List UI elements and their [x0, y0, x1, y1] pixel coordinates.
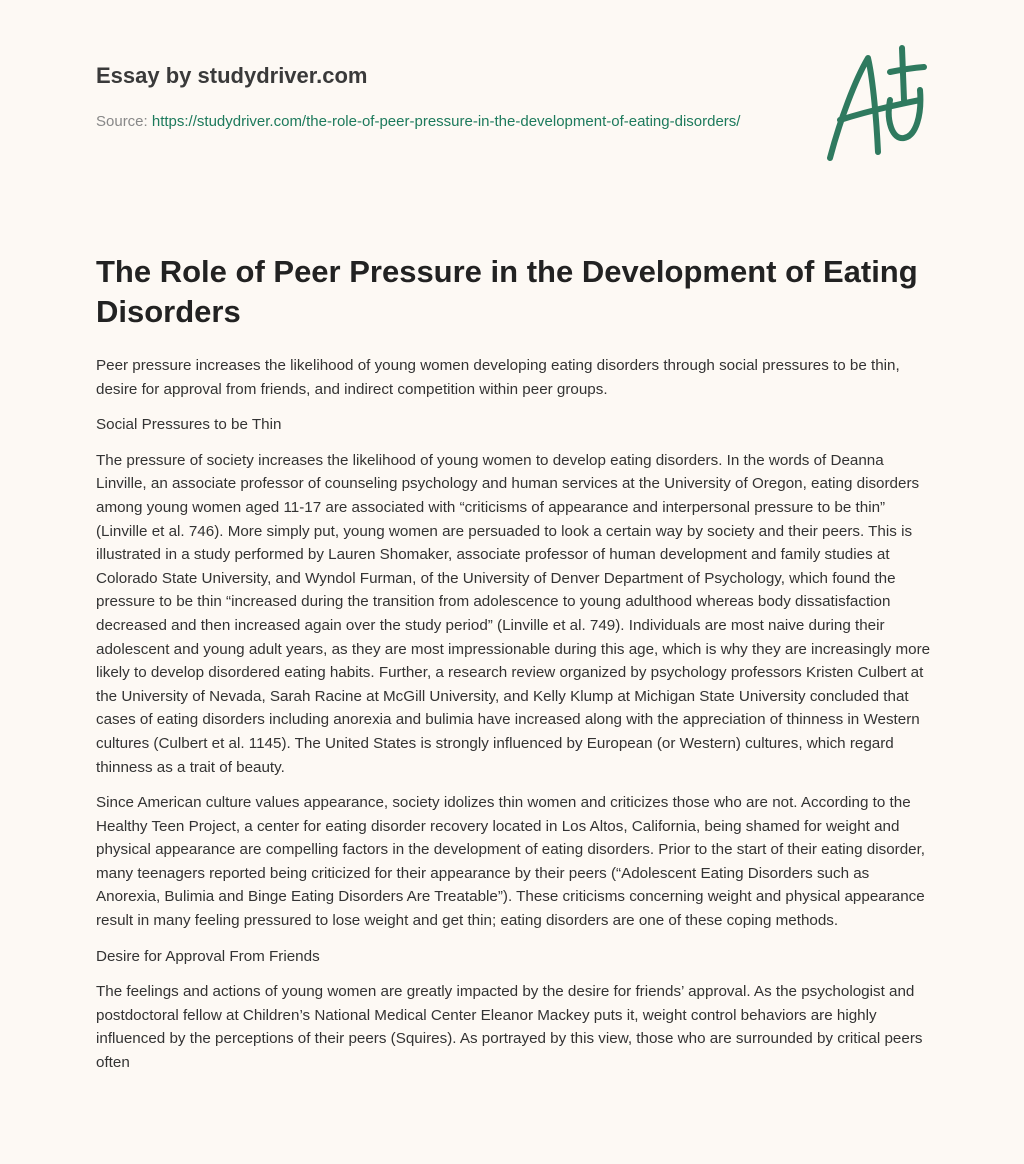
essay-body [96, 252, 934, 1087]
body-paragraph: Since American culture values appearance, society idolizes thin women and criticizes those who are not. According to the Healthy Teen Project, a center for eating disorder recovery located in Los Altos, California, being shamed for weight and physical appearance are compelling factors in the development of eating disorders. Prior to the start of their eating disorder, many teenagers reported being criticized for their appearance by their peers (“Adolescent Eating Disorders such as Anorexia, Bulimia and Binge Eating Disorders Are Treatable”). These criticisms concerning weight and physical appearance result in many feeling pressured to lose weight and get thin; eating disorders are one of these coping methods. [96, 794, 926, 930]
source-line [96, 110, 756, 134]
essay-title: The Role of Peer Pressure in the Development of Eating Disorders [96, 254, 918, 329]
body-paragraph: The feelings and actions of young women are greatly impacted by the desire for friends’ approval. As the psychologist and postdoctoral fellow at Children’s National Medical Center Eleanor Mackey puts it, weight control behaviors are highly influenced by the perceptions of their peers (Squires). As portrayed by this view, those who are surrounded by critical peers often [96, 983, 923, 1072]
body-paragraph: The pressure of society increases the likelihood of young women to develop eating disorders. In the words of Deanna Linville, an associate professor of counseling psychology and human services at the University of Oregon, eating disorders among young women aged 11-17 are associated with “criticisms of appearance and interpersonal pressure to be thin” (Linville et al. 746). More simply put, young women are persuaded to look a certain way by society and their peers. This is illustrated in a study performed by Lauren Shomaker, associate professor of human development and family studies at Colorado State University, and Wyndol Furman, of the University of Denver Department of Psychology, which found the pressure to be thin “increased during the transition from adolescence to young adulthood whereas body dissatisfaction decreased and then increased again over the study period” (Linville et al. 749). Individuals are most naive during their adolescent and young adult years, as they are most impressionable during this age, which is why they are increasingly more likely to develop disordered eating habits. Further, a research review organized by psychology professors Kristen Culbert at the University of Nevada, Sarah Racine at McGill University, and Kelly Klump at Michigan State University concluded that cases of eating disorders including anorexia and bulimia have increased along with the appreciation of thinness in Western cultures (Culbert et al. 1145). The United States is strongly influenced by European (or Western) cultures, which regard thinness as a trait of beauty. [96, 451, 931, 776]
section-heading: Social Pressures to be Thin [96, 416, 282, 434]
intro-paragraph: Peer pressure increases the likelihood of young women developing eating disorders through social pressures to be thin, desire for approval from friends, and indirect competition within peer groups. [96, 357, 900, 398]
essay-header [96, 64, 796, 134]
site-brand: Essay by studydriver.com [96, 63, 368, 88]
source-label: Source: [96, 112, 148, 130]
a-plus-logo-icon [820, 40, 930, 165]
section-heading: Desire for Approval From Friends [96, 947, 320, 965]
source-link[interactable]: https://studydriver.com/the-role-of-peer-pressure-in-the-development-of-eating-disorders/ [151, 112, 741, 130]
